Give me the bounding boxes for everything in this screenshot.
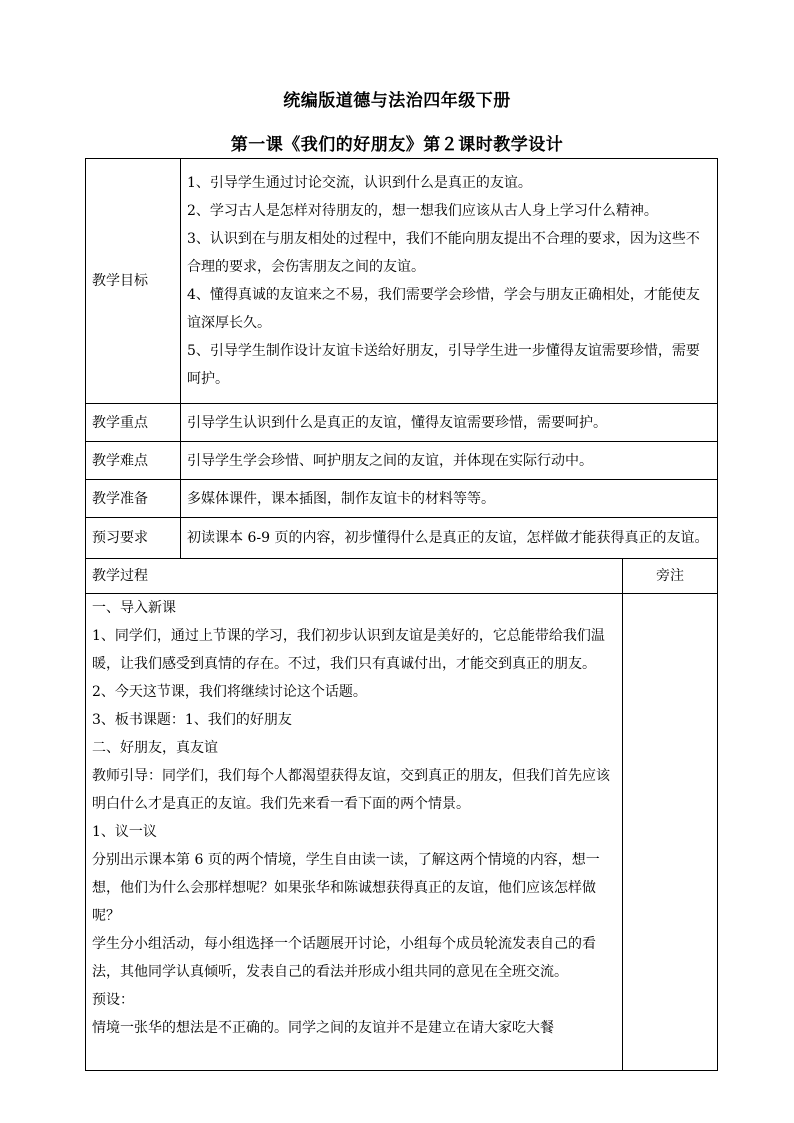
process-paragraph: 1、同学们，通过上节课的学习，我们初步认识到友谊是美好的，它总能带给我们温暖，让我们感受到真情的存在。不过，我们只有真诚付出，才能交到真正的朋友。 [92,628,605,672]
row-teaching-goals [86,159,718,404]
goal-item-5: 5、引导学生制作设计友谊卡送给好朋友，引导学生进一步懂得友谊需要珍惜，需要呵护。 [187,343,700,387]
key-points-label: 教学重点 [86,404,181,442]
process-paragraph: 教师引导：同学们，我们每个人都渴望获得友谊，交到真正的朋友，但我们首先应该明白什么才是真正的友谊。我们先来看一看下面的两个情景。 [92,768,610,812]
preview-label: 预习要求 [86,518,181,559]
row-key-points [86,404,718,442]
process-content [86,594,623,1071]
row-process-header [86,559,718,594]
row-preview [86,518,718,559]
preview-text: 初读课本 6-9 页的内容，初步懂得什么是真正的友谊，怎样做才能获得真正的友谊。 [181,518,718,559]
remark-column [623,594,718,1071]
process-paragraph: 分别出示课本第 6 页的两个情境，学生自由读一读，了解这两个情境的内容，想一想，他们为什么会那样想呢？如果张华和陈诚想获得真正的友谊，他们应该怎样做呢？ [92,852,600,924]
difficulties-label: 教学难点 [86,442,181,480]
process-paragraph: 学生分小组活动，每小组选择一个话题展开讨论，小组每个成员轮流发表自己的看法，其他同学认真倾听，发表自己的看法并形成小组共同的意见在全班交流。 [92,936,596,980]
row-preparation [86,480,718,518]
lesson-plan-table [85,158,718,1071]
row-process-content [86,594,718,1071]
document-title: 统编版道德与法治四年级下册 [283,91,511,111]
process-paragraph: 预设： [92,992,134,1008]
key-points-text: 引导学生认识到什么是真正的友谊，懂得友谊需要珍惜，需要呵护。 [181,404,718,442]
process-paragraph: 一、导入新课 [92,600,176,616]
goal-item-4: 4、懂得真诚的友谊来之不易，我们需要学会珍惜，学会与朋友正确相处，才能使友谊深厚长久。 [187,287,700,331]
goal-item-2: 2、学习古人是怎样对待朋友的，想一想我们应该从古人身上学习什么精神。 [187,203,658,219]
process-label: 教学过程 [86,559,623,594]
remark-label: 旁注 [623,559,718,594]
goals-content [181,159,718,404]
preparation-text: 多媒体课件，课本插图，制作友谊卡的材料等等。 [181,480,718,518]
row-difficulties [86,442,718,480]
goal-item-1: 1、引导学生通过讨论交流，认识到什么是真正的友谊。 [187,175,532,191]
process-paragraph: 情境一张华的想法是不正确的。同学之间的友谊并不是建立在请大家吃大餐 [92,1020,554,1036]
process-paragraph: 二、好朋友，真友谊 [92,740,218,756]
process-paragraph: 2、今天这节课，我们将继续讨论这个话题。 [92,684,367,700]
goals-label: 教学目标 [86,159,181,404]
difficulties-text: 引导学生学会珍惜、呵护朋友之间的友谊，并体现在实际行动中。 [181,442,718,480]
goal-item-3: 3、认识到在与朋友相处的过程中，我们不能向朋友提出不合理的要求，因为这些不合理的要求，会伤害朋友之间的友谊。 [187,231,700,275]
process-paragraph: 3、板书课题：1、我们的好朋友 [92,712,292,728]
process-paragraph: 1、议一议 [92,824,157,840]
preparation-label: 教学准备 [86,480,181,518]
document-subtitle: 第一课《我们的好朋友》第２课时教学设计 [230,135,564,155]
